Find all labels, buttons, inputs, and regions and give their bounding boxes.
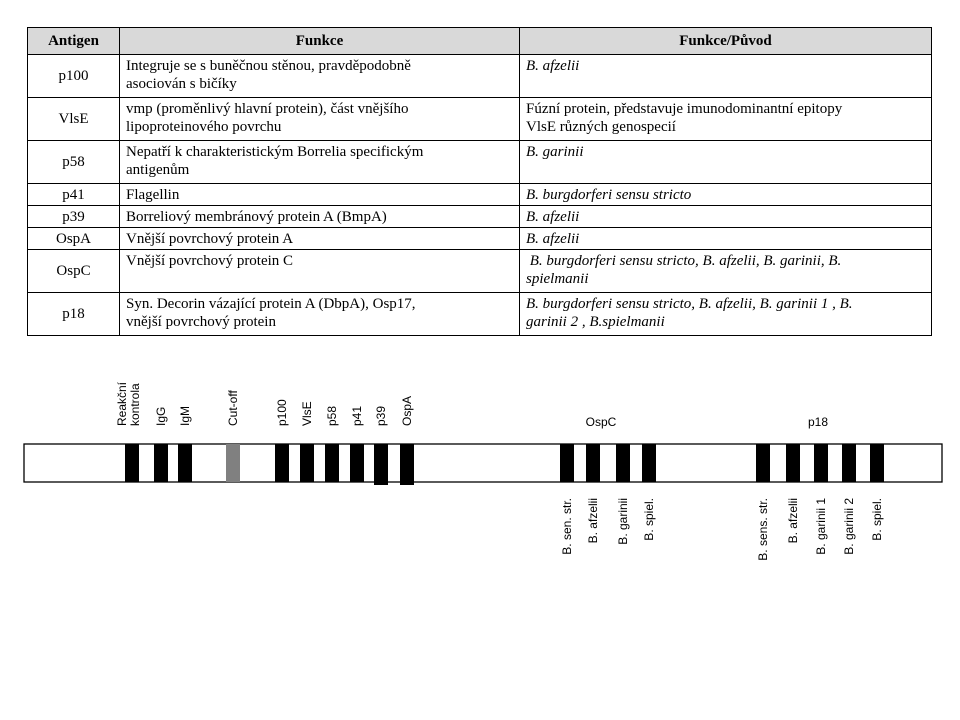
- species-label: B. spiel.: [870, 498, 884, 541]
- band-label: [350, 406, 364, 426]
- puvod-line: B. burgdorferi sensu stricto: [526, 187, 692, 203]
- funkce-line: Syn. Decorin vázající protein A (DbpA), Osp17,: [126, 296, 416, 312]
- band-ospc-4: [642, 444, 656, 482]
- band-label-line: p41: [350, 405, 364, 426]
- funkce-cell: [120, 228, 520, 250]
- species-label: B. garinii 2: [842, 498, 856, 555]
- funkce-cell: [120, 55, 520, 98]
- band-label: [275, 399, 289, 426]
- puvod-line: B. afzelii: [526, 58, 580, 74]
- table-row: [28, 184, 932, 206]
- species-label: B. garinii: [616, 498, 630, 545]
- table-row: [28, 98, 932, 141]
- puvod-cell: [520, 184, 932, 206]
- antigen-cell: p18: [28, 293, 120, 336]
- antigen-cell: p39: [28, 206, 120, 228]
- band-label: [226, 390, 240, 426]
- funkce-cell: [120, 141, 520, 184]
- antigen-cell: p58: [28, 141, 120, 184]
- puvod-line: B. burgdorferi sensu stricto, B. afzelii, B. garinii 1 , B.: [526, 296, 853, 312]
- puvod-cell: [520, 141, 932, 184]
- band-label: [300, 401, 314, 426]
- band-label-line: p58: [325, 405, 339, 426]
- funkce-line: Borreliový membránový protein A (BmpA): [126, 209, 387, 225]
- band-label-line: Reakční: [115, 381, 129, 426]
- header-funkce: Funkce: [120, 28, 520, 55]
- band-p58: [325, 444, 339, 482]
- band-p18-5: [870, 444, 884, 482]
- table-row: [28, 55, 932, 98]
- puvod-line: Fúzní protein, představuje imunodominantní epitopy: [526, 101, 843, 117]
- species-label: B. spiel.: [642, 498, 656, 541]
- puvod-cell: [520, 206, 932, 228]
- species-label: B. garinii 1: [814, 498, 828, 555]
- band-label-line: p100: [275, 399, 289, 426]
- group-label-ospc: OspC: [585, 415, 617, 429]
- band-ospc-3: [616, 444, 630, 482]
- group-label-p18: p18: [807, 415, 829, 429]
- band-p18-1: [756, 444, 770, 482]
- band-vlse: [300, 444, 314, 482]
- band-p100: [275, 444, 289, 482]
- band-label: [374, 406, 388, 426]
- header-antigen: Antigen: [28, 28, 120, 55]
- band-label: [400, 396, 414, 426]
- header-puvod: Funkce/Původ: [520, 28, 932, 55]
- funkce-line: vnější povrchový protein: [126, 314, 276, 330]
- table-body: [28, 55, 932, 336]
- antigen-cell: VlsE: [28, 98, 120, 141]
- band-igg: [154, 444, 168, 482]
- band-p18-3: [814, 444, 828, 482]
- band-label: [154, 407, 168, 426]
- band-label-line: VlsE: [300, 401, 314, 426]
- antigen-cell: OspA: [28, 228, 120, 250]
- puvod-cell: [520, 293, 932, 336]
- table-row: [28, 250, 932, 293]
- band-ospc-2: [586, 444, 600, 482]
- band-label: [178, 406, 192, 426]
- funkce-line: Integruje se s buněčnou stěnou, pravděpodobně: [126, 58, 411, 74]
- band-label-line: IgM: [178, 405, 192, 426]
- band-label-line: OspA: [400, 395, 414, 426]
- funkce-cell: [120, 98, 520, 141]
- puvod-line: garinii 2 , B.spielmanii: [526, 314, 665, 330]
- band-p41: [350, 444, 364, 482]
- band-label: [325, 406, 339, 426]
- puvod-cell: [520, 228, 932, 250]
- table-row: [28, 206, 932, 228]
- puvod-line: B. afzelii: [526, 231, 580, 247]
- species-label: B. afzelii: [786, 498, 800, 544]
- species-label: B. sen. str.: [560, 498, 574, 555]
- band-cut-off: [226, 444, 240, 482]
- band-igm: [178, 444, 192, 482]
- table-row: [28, 228, 932, 250]
- band-label-line: IgG: [154, 406, 168, 426]
- puvod-line: spielmanii: [526, 271, 589, 287]
- funkce-cell: [120, 250, 520, 293]
- puvod-cell: [520, 250, 932, 293]
- table-row: [28, 141, 932, 184]
- funkce-line: antigenům: [126, 162, 190, 178]
- puvod-cell: [520, 55, 932, 98]
- antigen-cell: p41: [28, 184, 120, 206]
- band-label-line: kontrola: [128, 383, 142, 426]
- band-p39: [374, 444, 388, 485]
- test-strip-diagram: [0, 340, 960, 600]
- band-label-line: p39: [374, 405, 388, 426]
- puvod-line: VlsE různých genospecií: [526, 119, 676, 135]
- funkce-cell: [120, 293, 520, 336]
- puvod-line: B. garinii: [526, 144, 584, 160]
- puvod-line: B. burgdorferi sensu stricto, B. afzelii, B. garinii, B.: [526, 253, 842, 269]
- funkce-line: Flagellin: [126, 187, 180, 203]
- funkce-line: Nepatří k charakteristickým Borrelia specifickým: [126, 144, 424, 160]
- puvod-cell: [520, 98, 932, 141]
- band-reak-n-kontrola: [125, 444, 139, 482]
- funkce-cell: [120, 184, 520, 206]
- band-label-line: Cut-off: [226, 390, 240, 426]
- table-row: [28, 293, 932, 336]
- antigen-table: [27, 27, 932, 336]
- table-header-row: [28, 28, 932, 55]
- antigen-cell: p100: [28, 55, 120, 98]
- funkce-line: Vnější povrchový protein C: [126, 253, 294, 269]
- antigen-cell: OspC: [28, 250, 120, 293]
- species-label: B. afzelii: [586, 498, 600, 544]
- band-ospc-1: [560, 444, 574, 482]
- puvod-line: B. afzelii: [526, 209, 580, 225]
- funkce-cell: [120, 206, 520, 228]
- band-p18-2: [786, 444, 800, 482]
- funkce-line: Vnější povrchový protein A: [126, 231, 294, 247]
- band-ospa: [400, 444, 414, 485]
- species-label: B. sens. str.: [756, 498, 770, 561]
- funkce-line: vmp (proměnlivý hlavní protein), část vnějšího: [126, 101, 409, 117]
- funkce-line: lipoproteinového povrchu: [126, 119, 282, 135]
- band-p18-4: [842, 444, 856, 482]
- funkce-line: asociován s bičíky: [126, 76, 237, 92]
- band-label: [115, 381, 142, 426]
